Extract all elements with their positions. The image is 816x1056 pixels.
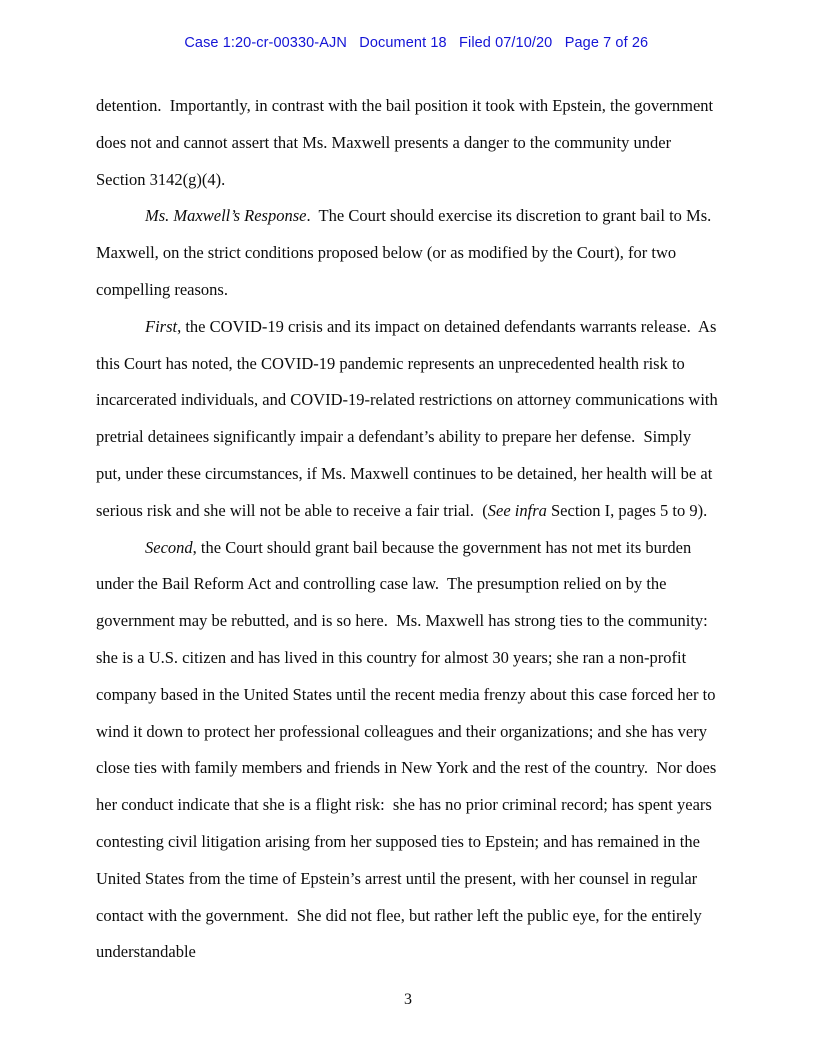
case-stamp-header xyxy=(0,19,816,67)
text-segment: , the COVID-19 crisis and its impact on detained defendants warrants release. As this Court has noted, the COVID-19 pandemic represents an unprecedented health risk to incarcerated individuals, and COVID-19-related restrictions on attorney communications with pretrial detainees significantly impair a defendant’s ability to prepare her defense. Simply put, under these circumstances, if Ms. Maxwell continues to be detained, her health will be at serious risk and she will not be able to receive a fair trial. ( xyxy=(96,316,722,520)
page-footer xyxy=(0,991,816,1009)
page-number: 3 xyxy=(404,991,412,1008)
italic-text-segment: Ms. Maxwell’s Response xyxy=(145,206,307,226)
paragraph xyxy=(96,530,720,972)
paragraph xyxy=(96,88,720,198)
document-body xyxy=(96,88,720,971)
case-stamp-text: Case 1:20-cr-00330-AJN Document 18 Filed 07/10/20 Page 7 of 26 xyxy=(184,35,649,51)
text-segment: . The Court should exercise its discretion to grant bail to Ms. Maxwell, on the strict conditions proposed below (or as modified by the Court), for two compelling reasons. xyxy=(96,206,716,299)
italic-text-segment: First xyxy=(145,316,178,336)
paragraph xyxy=(96,309,720,530)
paragraph xyxy=(96,198,720,308)
text-segment: detention. Importantly, in contrast with the bail position it took with Epstein, the government does not and cannot assert that Ms. Maxwell presents a danger to the community under Section 3142(g)(4). xyxy=(96,96,718,189)
text-segment: Section I, pages 5 to 9). xyxy=(546,500,708,520)
italic-text-segment: See infra xyxy=(487,500,547,520)
italic-text-segment: Second xyxy=(145,537,193,557)
text-segment: , the Court should grant bail because the government has not met its burden under the Bail Reform Act and controlling case law. The presumption relied on by the government may be rebutted, and is so here. Ms. Maxwell has strong ties to the community: she is a U.S. citizen and has lived in this country for almost 30 years; she ran a non-profit company based in the United States until the recent media frenzy about this case forced her to wind it down to protect her professional colleagues and their organizations; and she has very close ties with family members and friends in New York and the rest of the country. Nor does her conduct indicate that she is a flight risk: she has no prior criminal record; has spent years contesting civil litigation arising from her supposed ties to Epstein; and has remained in the United States from the time of Epstein’s arrest until the present, with her counsel in regular contact with the government. She did not flee, but rather left the public eye, for the entirely understandable xyxy=(96,537,721,962)
